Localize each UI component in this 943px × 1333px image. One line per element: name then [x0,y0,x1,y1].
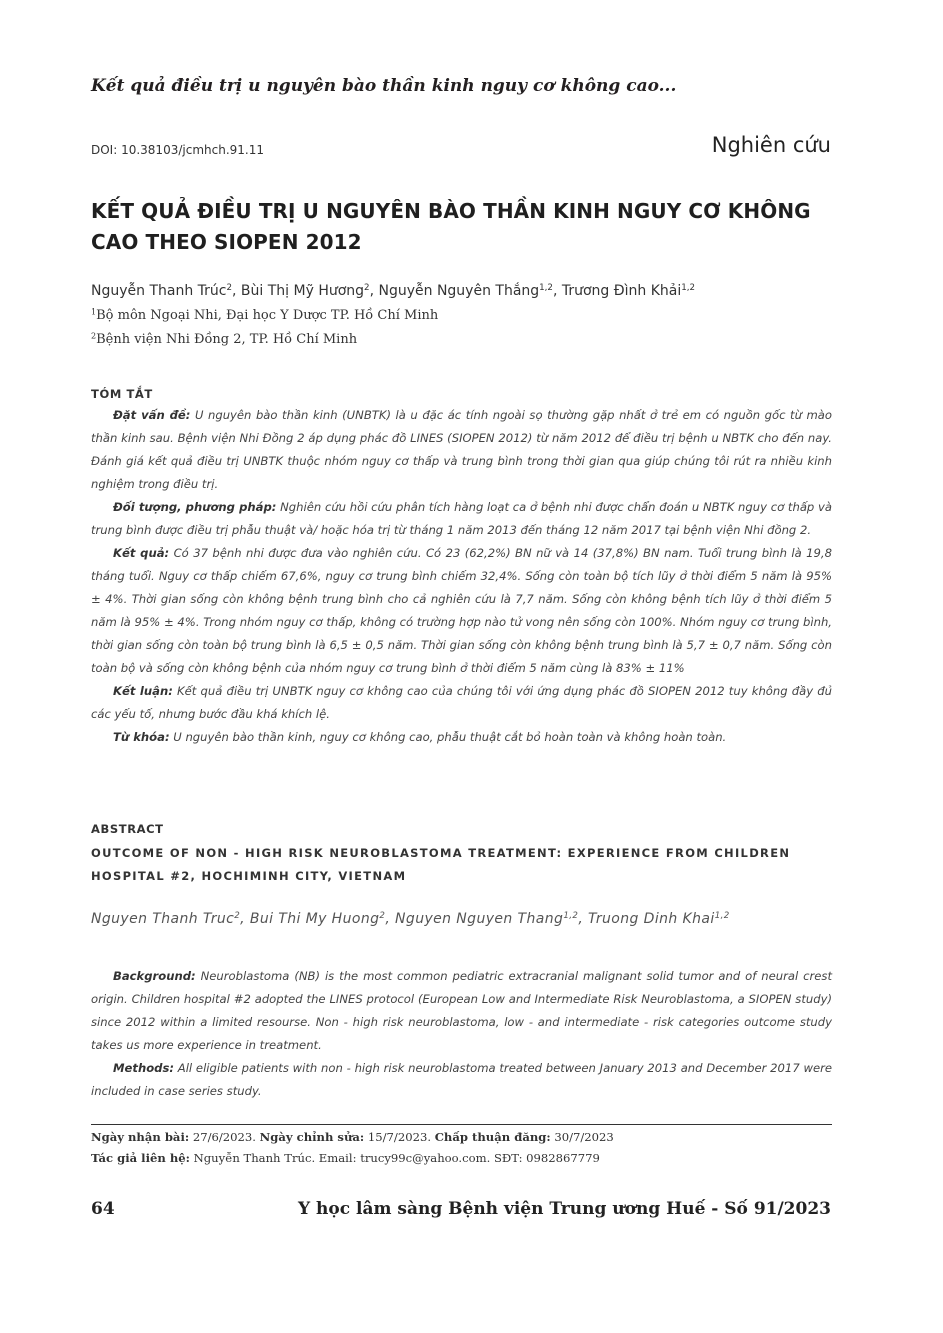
author: Nguyễn Nguyên Thắng$^{1,2}$, [378,283,562,299]
tomtat-heading: TÓM TẮT [91,387,153,401]
article-title: KẾT QUẢ ĐIỀU TRỊ U NGUYÊN BÀO THẦN KINH NGUY CƠ KHÔNG CAO THEO SIOPEN 2012 [91,199,811,254]
author: Bui Thi My Huong$^2$, [249,911,396,927]
abstract-heading: ABSTRACT [91,822,164,836]
page-number: 64 [91,1199,115,1219]
running-head: Kết quả điều trị u nguyên bào thần kinh nguy cơ không cao... [91,76,677,96]
affiliation-2: $^2$Bệnh viện Nhi Đồng 2, TP. Hồ Chí Minh [91,331,358,347]
author-list [91,283,836,299]
abstract-paragraph: Methods: All eligible patients with non - high risk neuroblastoma treated between January 2013 and December 2017 were included in case series study. [91,1061,832,1098]
author: Nguyễn Thanh Trúc$^2$, [91,283,241,299]
author: Bùi Thị Mỹ Hương$^2$, [240,283,379,299]
author: Nguyen Nguyen Thang$^{1,2}$, [395,911,589,927]
journal-name: Y học lâm sàng Bệnh viện Trung ương Huế - Số 91/2023 [297,1199,831,1219]
article-category: Nghiên cứu [711,133,831,157]
affiliation-1: $^1$Bộ môn Ngoại Nhi, Đại học Y Dược TP. Hồ Chí Minh [91,307,439,323]
english-title: OUTCOME OF NON - HIGH RISK NEUROBLASTOMA TREATMENT: EXPERIENCE FROM CHILDREN HOSPITAL #2, HOCHIMINH CITY, VIETNAM [91,846,791,883]
english-author-list [91,911,833,927]
abstract-paragraph: Kết quả: Có 37 bệnh nhi được đưa vào nghiên cứu. Có 23 (62,2%) BN nữ và 14 (37,8%) BN nam. Tuổi trung bình là 19,8 tháng tuổi. Nguy cơ thấp chiếm 67,6%, nguy cơ trung bình chiếm 32,4%. Sống còn toàn bộ tích lũy ở thời điểm 5 năm là 95% ± 4%. Thời gian sống còn không bệnh trung bình cho cả nghiên cứu là 7,7 năm. Sống còn không bệnh tích lũy ở thời điểm 5 năm là 95% ± 4%. Trong nhóm nguy cơ thấp, không có trường hợp nào tử vong nên sống còn 100%. Nhóm nguy cơ trung bình, thời gian sống còn toàn bộ trung bình là 6,5 ± 0,5 năm. Thời gian sống còn không bệnh trung bình là 5,7 ± 0,7 năm. Sống còn toàn bộ và sống còn không bệnh của nhóm nguy cơ trung bình ở thời điểm 5 năm cùng là 83% ± 11% [91,546,832,675]
abstract-paragraph: Đối tượng, phương pháp: Nghiên cứu hồi cứu phân tích hàng loạt ca ở bệnh nhi được chẩn đoán u NBTK nguy cơ thấp và trung bình được điều trị phẫu thuật và/ hoặc hóa trị từ tháng 1 năm 2013 đến tháng 12 năm 2017 tại bệnh viện Nhi đồng 2. [91,500,832,537]
corresponding-author: Tác giả liên hệ: Nguyễn Thanh Trúc. Email: trucy99c@yahoo.com. SĐT: 0982867779 [91,1151,600,1165]
abstract-paragraph: Đặt vấn đề: U nguyên bào thần kinh (UNBTK) là u đặc ác tính ngoài sọ thường gặp nhất ở trẻ em có nguồn gốc từ mào thần kinh sau. Bệnh viện Nhi Đồng 2 áp dụng phác đồ LINES (SIOPEN 2012) từ năm 2012 để điều trị bệnh u NBTK cho đến nay. Đánh giá kết quả điều trị UNBTK thuộc nhóm nguy cơ thấp và trung bình trong thời gian qua giúp chúng tôi rút ra nhiều kinh nghiệm trong điều trị. [91,408,832,491]
doi: DOI: 10.38103/jcmhch.91.11 [91,143,264,157]
vietnamese-abstract [91,404,832,749]
english-abstract [91,965,832,1103]
abstract-paragraph: Từ khóa: U nguyên bào thần kinh, nguy cơ không cao, phẫu thuật cắt bỏ hoàn toàn và không hoàn toàn. [113,730,727,744]
submission-dates: Ngày nhận bài: 27/6/2023. Ngày chỉnh sửa: 15/7/2023. Chấp thuận đăng: 30/7/2023 [91,1130,614,1144]
abstract-paragraph: Background: Neuroblastoma (NB) is the most common pediatric extracranial malignant solid tumor and of neural crest origin. Children hospital #2 adopted the LINES protocol (European Low and Intermediate Risk Neuroblastoma, a SIOPEN study) since 2012 within a limited resourse. Non - high risk neuroblastoma, low - and intermediate - risk categories outcome study takes us more experience in treatment. [91,969,832,1052]
author: Truong Dinh Khai$^{1,2}$ [588,911,730,927]
footnote-divider [91,1124,832,1125]
abstract-paragraph: Kết luận: Kết quả điều trị UNBTK nguy cơ không cao của chúng tôi với ứng dụng phác đồ SIOPEN 2012 tuy không đầy đủ các yếu tố, nhưng bước đầu khá khích lệ. [91,684,832,721]
author: Trương Đình Khải$^{1,2}$ [561,283,696,299]
author: Nguyen Thanh Truc$^2$, [91,911,250,927]
